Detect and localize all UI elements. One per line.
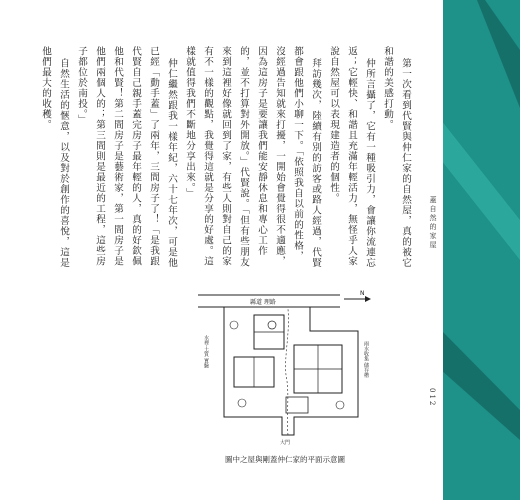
paragraph: 自然生活的愜意，以及對於創作的喜悅，這是他們最大的收穫。 <box>40 46 69 268</box>
running-title: 蓋自然的家屋 <box>429 196 437 250</box>
page-number: 012 <box>428 388 436 408</box>
body-text <box>40 46 414 272</box>
floor-plan-sketch <box>190 285 380 445</box>
left-label: 水裡·土質 實驗 <box>203 335 209 369</box>
band-edge <box>441 0 443 500</box>
north-label: N <box>360 290 365 297</box>
paragraph: 仲仁繼然跟我一樣年紀，六十七年次，可是他已經「動手蓋」了兩年，三間房子了！「是我跟代賢自己親手蓋完房子最年輕的人，真的好欽佩他和代賢！第二間房子是藝術家，第一間房子是他們兩個人的；第三間則是最近的工程，這些房子都位於南投。」 <box>76 46 177 268</box>
paragraph: 拜訪幾次，陸續有別的訪客或路人經過，代賢都會跟他們小聊一下。「依照我自以前的性格，沒經過告知就來打擾，一開始會覺得很不適應，因為這房子是要讓我們能安靜休息和專心工作的，並不打算對外開放。」代賢說。「但有些朋友來到這裡好像就回到了家，有些人則對自己的家有不一樣的觀點，我覺得這就是分享的好處。這樣就值得我們不斷地分享出來。」 <box>184 46 321 268</box>
paragraph: 仲所言攝了，它有一種吸引力，會讓你流連忘返；它輕快、和諧且充滿年輕活力，無怪乎人家說自然屋可以表現建造者的個性。 <box>328 46 375 268</box>
right-label: 雨水收集 儲存槽 <box>363 341 369 378</box>
decorative-band <box>441 0 520 500</box>
paragraph: 第一次看到代賢與仲仁家的自然屋，真的被它和諧的美感打動。 <box>382 46 411 268</box>
gate-label: 大門 <box>280 440 291 446</box>
figure-caption: 圖中之屋與剛蓋仲仁家的平面示意圖 <box>225 455 345 464</box>
road-label: 縣道 理路 <box>250 299 276 306</box>
